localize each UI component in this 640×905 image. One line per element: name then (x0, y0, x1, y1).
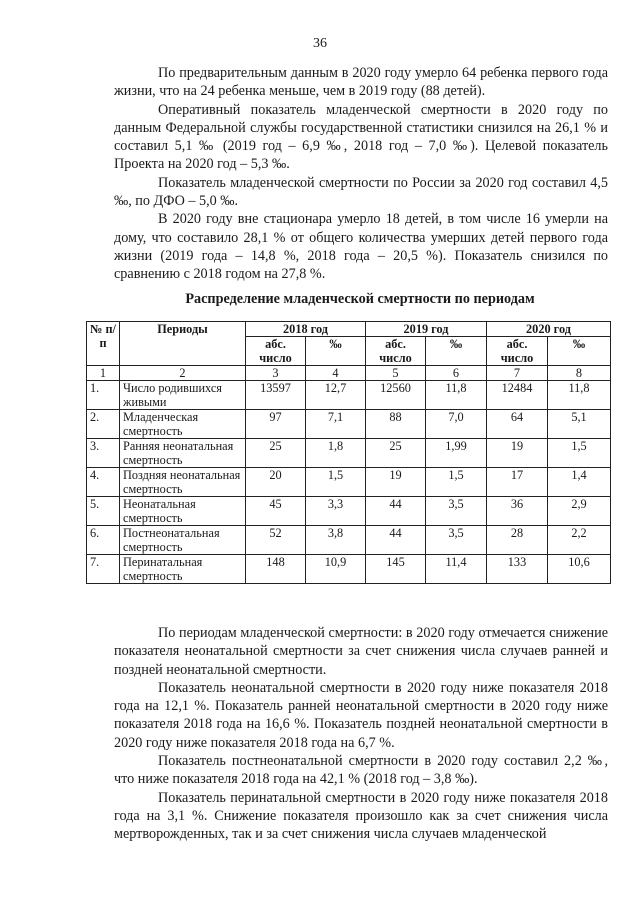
period-name: Поздняя неонатальная смертность (120, 468, 246, 497)
value-cell: 2,9 (548, 497, 611, 526)
value-cell: 1,99 (426, 439, 487, 468)
value-cell: 17 (487, 468, 548, 497)
paragraph: По предварительным данным в 2020 году умерло 64 ребенка первого года жизни, что на 24 ребенка меньше, чем в 2019 году (88 детей). (114, 65, 608, 100)
value-cell: 88 (366, 410, 426, 439)
table-row (87, 439, 611, 468)
value-cell: 19 (487, 439, 548, 468)
header-promille: ‰ (426, 337, 487, 366)
value-cell: 97 (246, 410, 306, 439)
mortality-table (86, 321, 611, 584)
column-numbers-row (87, 366, 611, 381)
paragraph: В 2020 году вне стационара умерло 18 детей, в том числе 16 умерли на дому, что составило 28,1 % от общего количества умерших детей первого года жизни (2019 года – 14,8 %, 2018 года – 20,5 %). Показатель снизился по сравнению с 2018 годом на 27,8 %. (114, 211, 608, 283)
row-number: 2. (87, 410, 120, 439)
header-year: 2019 год (366, 322, 487, 337)
paragraph: По периодам младенческой смертности: в 2020 году отмечается снижение показателя неонатальной смертности за счет снижения числа случаев ранней и поздней неонатальной смертности. (114, 625, 608, 678)
page-number: 36 (313, 36, 327, 51)
value-cell: 1,4 (548, 468, 611, 497)
period-name: Младенческая смертность (120, 410, 246, 439)
column-number: 6 (426, 366, 487, 381)
value-cell: 52 (246, 526, 306, 555)
value-cell: 11,4 (426, 555, 487, 584)
header-abs: абс. число (246, 337, 306, 366)
period-name: Ранняя неонатальная смертность (120, 439, 246, 468)
column-number: 5 (366, 366, 426, 381)
value-cell: 1,5 (306, 468, 366, 497)
header-abs: абс. число (366, 337, 426, 366)
row-number: 3. (87, 439, 120, 468)
paragraph: Оперативный показатель младенческой смертности в 2020 году по данным Федеральной службы государственной статистики снизился на 26,1 % и составил 5,1 ‰ (2019 год – 6,9 ‰, 2018 год – 7,0 ‰). Целевой показатель Проекта на 2020 год – 5,3 ‰. (114, 101, 608, 173)
value-cell: 2,2 (548, 526, 611, 555)
table-row (87, 526, 611, 555)
value-cell: 45 (246, 497, 306, 526)
value-cell: 148 (246, 555, 306, 584)
value-cell: 11,8 (548, 381, 611, 410)
header-row (87, 322, 611, 337)
value-cell: 12560 (366, 381, 426, 410)
column-number: 3 (246, 366, 306, 381)
value-cell: 3,5 (426, 526, 487, 555)
period-name: Неонатальная смертность (120, 497, 246, 526)
value-cell: 25 (366, 439, 426, 468)
value-cell: 20 (246, 468, 306, 497)
paragraph: Показатель перинатальной смертности в 2020 году ниже показателя 2018 года на 3,1 %. Снижение показателя произошло как за счет снижения числа мертворожденных, так и за счет снижения числа случаев младенческой (114, 789, 608, 843)
value-cell: 44 (366, 526, 426, 555)
value-cell: 10,9 (306, 555, 366, 584)
value-cell: 25 (246, 439, 306, 468)
column-number: 7 (487, 366, 548, 381)
column-number: 8 (548, 366, 611, 381)
top-text (114, 64, 608, 284)
column-number: 2 (120, 366, 246, 381)
value-cell: 13597 (246, 381, 306, 410)
period-name: Перинатальная смертность (120, 555, 246, 584)
value-cell: 64 (487, 410, 548, 439)
row-number: 4. (87, 468, 120, 497)
table-title: Распределение младенческой смертности по периодам (185, 291, 535, 307)
header-abs: абс. число (487, 337, 548, 366)
paragraph: Показатель неонатальной смертности в 2020 году ниже показателя 2018 года на 12,1 %. Показатель ранней неонатальной смертности в 2020 году ниже показателя 2018 года на 16,6 %. Показатель поздней неонатальной смертности в 2020 году ниже показателя 2018 года на 6,7 %. (114, 679, 608, 751)
header-promille: ‰ (548, 337, 611, 366)
value-cell: 133 (487, 555, 548, 584)
value-cell: 12484 (487, 381, 548, 410)
value-cell: 3,5 (426, 497, 487, 526)
paragraph: Показатель младенческой смертности по России за 2020 год составил 4,5 ‰, по ДФО – 5,0 ‰. (114, 174, 608, 210)
value-cell: 7,1 (306, 410, 366, 439)
value-cell: 1,5 (426, 468, 487, 497)
column-number: 1 (87, 366, 120, 381)
table-row (87, 410, 611, 439)
header-year: 2018 год (246, 322, 366, 337)
value-cell: 12,7 (306, 381, 366, 410)
value-cell: 19 (366, 468, 426, 497)
table-row (87, 555, 611, 584)
row-number: 1. (87, 381, 120, 410)
value-cell: 3,8 (306, 526, 366, 555)
header-period: Периоды (120, 322, 246, 366)
row-number: 6. (87, 526, 120, 555)
value-cell: 145 (366, 555, 426, 584)
value-cell: 1,5 (548, 439, 611, 468)
bottom-text (114, 624, 608, 844)
table-row (87, 381, 611, 410)
value-cell: 3,3 (306, 497, 366, 526)
column-number: 4 (306, 366, 366, 381)
value-cell: 10,6 (548, 555, 611, 584)
header-year: 2020 год (487, 322, 611, 337)
paragraph: Показатель постнеонатальной смертности в 2020 году составил 2,2 ‰, что ниже показателя 2018 года на 42,1 % (2018 год – 3,8 ‰). (114, 753, 608, 788)
value-cell: 44 (366, 497, 426, 526)
row-number: 7. (87, 555, 120, 584)
value-cell: 28 (487, 526, 548, 555)
value-cell: 1,8 (306, 439, 366, 468)
value-cell: 11,8 (426, 381, 487, 410)
value-cell: 36 (487, 497, 548, 526)
row-number: 5. (87, 497, 120, 526)
table-row (87, 497, 611, 526)
table-row (87, 468, 611, 497)
header-num: № п/п (87, 322, 120, 366)
period-name: Число родившихся живыми (120, 381, 246, 410)
value-cell: 5,1 (548, 410, 611, 439)
period-name: Постнеонатальная смертность (120, 526, 246, 555)
header-promille: ‰ (306, 337, 366, 366)
value-cell: 7,0 (426, 410, 487, 439)
